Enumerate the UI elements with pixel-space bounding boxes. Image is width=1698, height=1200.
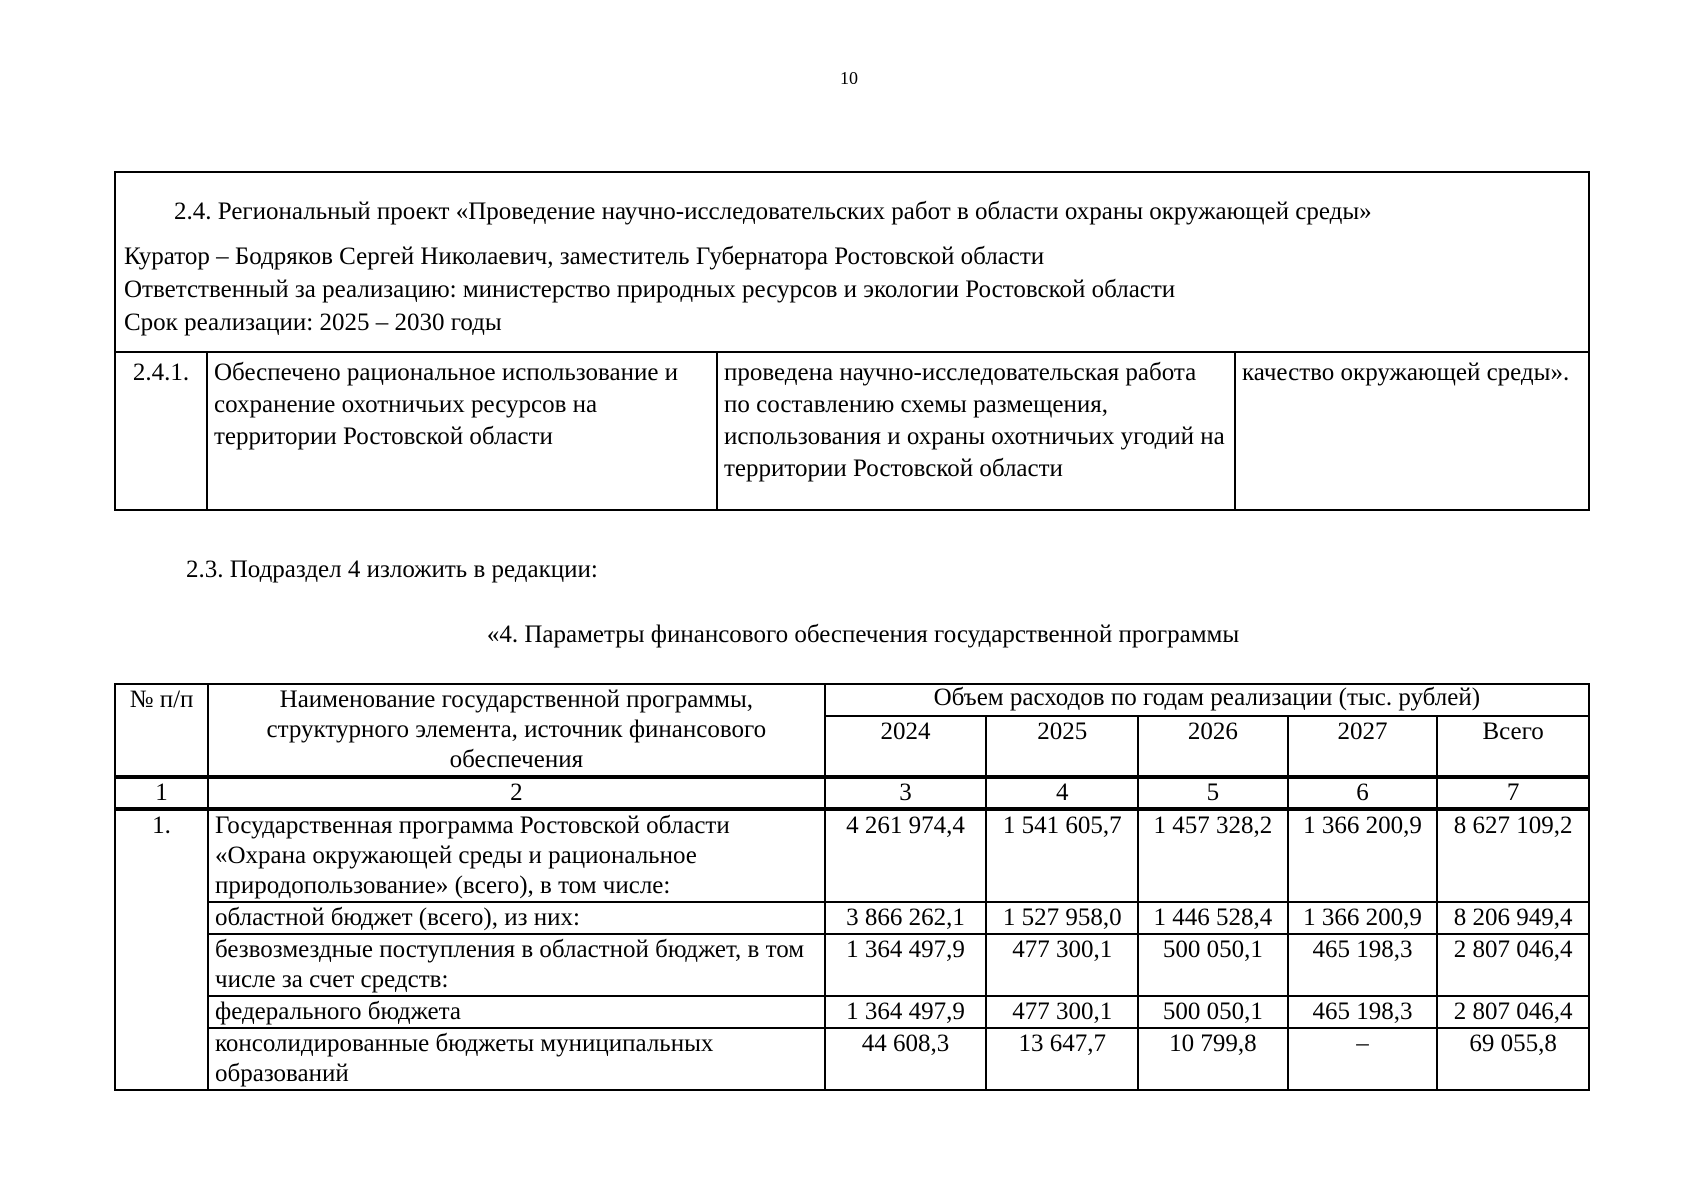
finance-table [114,683,1590,1091]
value-cell: 69 055,8 [1437,1028,1589,1090]
value-cell: 1 366 200,9 [1288,902,1438,934]
value-cell: 477 300,1 [986,934,1138,996]
value-cell: 3 866 262,1 [825,902,987,934]
row-number: 1. [115,809,208,1090]
value-cell: 2 807 046,4 [1437,934,1589,996]
regional-project-block [114,171,1590,511]
header-year: 2024 [825,716,987,777]
value-cell: 10 799,8 [1138,1028,1288,1090]
column-number: 3 [825,777,987,809]
table-row [115,996,1589,1028]
table-row [115,934,1589,996]
header-num: № п/п [115,684,208,777]
value-cell: 465 198,3 [1288,996,1438,1028]
section-title: «4. Параметры финансового обеспечения государственной программы [486,621,1240,648]
value-cell: 500 050,1 [1138,996,1288,1028]
value-cell: 1 366 200,9 [1288,809,1438,902]
task-result: проведена научно-исследовательская работа по составлению схемы размещения, использования и охраны охотничьих угодий на территории Ростовской области [718,353,1236,509]
column-number-row [115,777,1589,809]
value-cell: 8 206 949,4 [1437,902,1589,934]
value-cell: 1 457 328,2 [1138,809,1288,902]
project-responsible: Ответственный за реализацию: министерство природных ресурсов и экологии Ростовской области [124,276,1176,303]
page-number: 10 [840,68,858,88]
task-link: качество окружающей среды». [1242,359,1570,386]
value-cell: 4 261 974,4 [825,809,987,902]
task-number: 2.4.1. [116,353,208,509]
header-volume: Объем расходов по годам реализации (тыс. рублей) [825,684,1589,716]
task-description: Обеспечено рациональное использование и сохранение охотничьих ресурсов на территории Ростовской области [208,353,718,509]
header-year: 2027 [1288,716,1438,777]
value-cell: 44 608,3 [825,1028,987,1090]
row-name: безвозмездные поступления в областной бюджет, в том числе за счет средств: [208,934,825,996]
value-cell: 1 527 958,0 [986,902,1138,934]
row-name: областной бюджет (всего), из них: [208,902,825,934]
amendment-paragraph: 2.3. Подраздел 4 изложить в редакции: [186,556,598,583]
value-cell: 500 050,1 [1138,934,1288,996]
project-term: Срок реализации: 2025 – 2030 годы [124,309,502,336]
header-year: 2026 [1138,716,1288,777]
value-cell: 1 446 528,4 [1138,902,1288,934]
table-row [115,809,1589,902]
value-cell: 1 364 497,9 [825,996,987,1028]
table-row [115,902,1589,934]
value-cell: 2 807 046,4 [1437,996,1589,1028]
value-cell: 1 364 497,9 [825,934,987,996]
table-row [115,1028,1589,1090]
table-header-row [115,684,1589,716]
column-number: 6 [1288,777,1438,809]
row-name: консолидированные бюджеты муниципальных образований [208,1028,825,1090]
column-number: 4 [986,777,1138,809]
header-total: Всего [1437,716,1589,777]
header-name: Наименование государственной программы, структурного элемента, источник финансового обеспечения [208,684,825,777]
value-cell: 13 647,7 [986,1028,1138,1090]
value-cell: – [1288,1028,1438,1090]
row-name: Государственная программа Ростовской области «Охрана окружающей среды и рациональное природопользование» (всего), в том числе: [208,809,825,902]
project-curator: Куратор – Бодряков Сергей Николаевич, заместитель Губернатора Ростовской области [124,243,1045,270]
header-year: 2025 [986,716,1138,777]
value-cell: 465 198,3 [1288,934,1438,996]
column-number: 1 [115,777,208,809]
project-task-row [116,353,1588,509]
value-cell: 8 627 109,2 [1437,809,1589,902]
project-title: 2.4. Региональный проект «Проведение научно-исследовательских работ в области охраны окружающей среды» [174,198,1372,225]
column-number: 7 [1437,777,1589,809]
column-number: 5 [1138,777,1288,809]
project-header [116,173,1588,353]
row-name: федерального бюджета [208,996,825,1028]
value-cell: 477 300,1 [986,996,1138,1028]
column-number: 2 [208,777,825,809]
value-cell: 1 541 605,7 [986,809,1138,902]
